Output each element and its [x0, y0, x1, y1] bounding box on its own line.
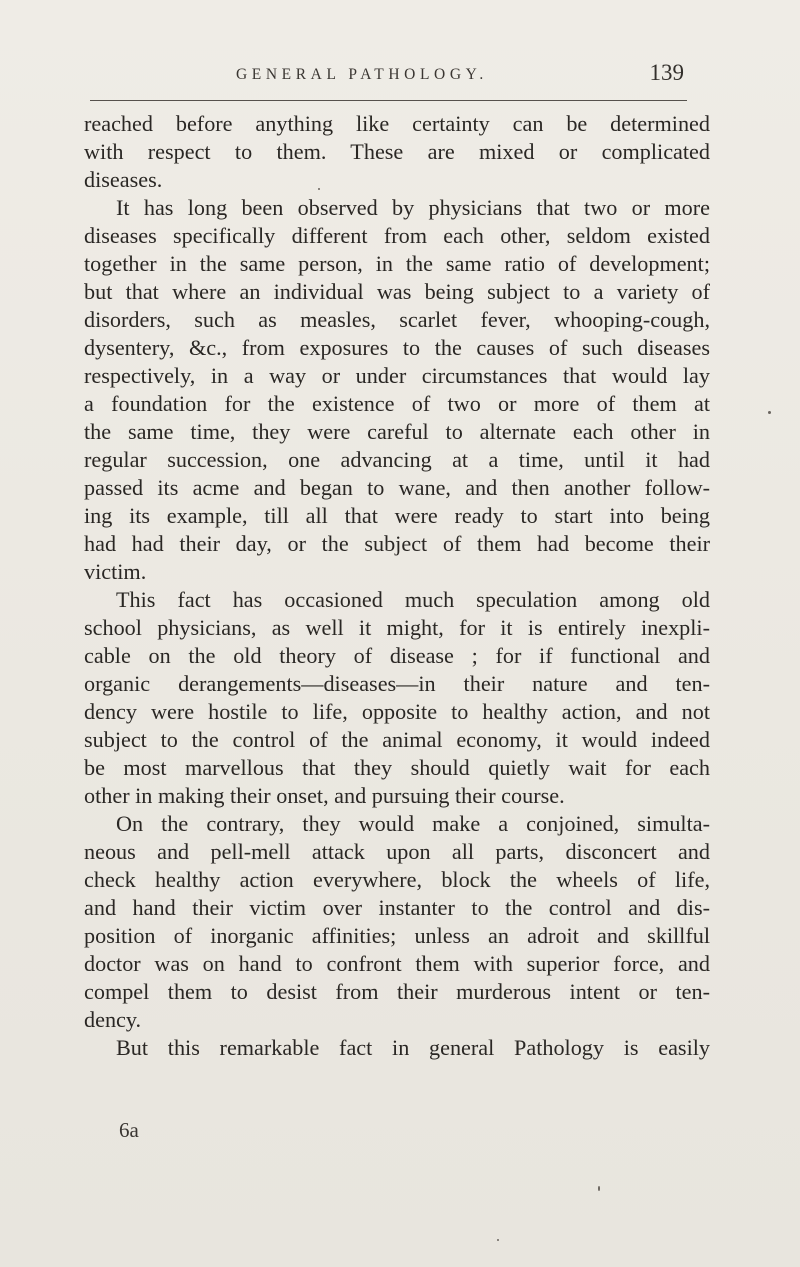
text-line: school physicians, as well it might, for it is entirely inexpli-: [84, 615, 710, 640]
text-line: regular succession, one advancing at a time, until it had: [84, 447, 710, 472]
text-line: reached before anything like certainty can be determined: [84, 111, 710, 136]
text-line: neous and pell-mell attack upon all parts, disconcert and: [84, 839, 710, 864]
text-line: compel them to desist from their murderous intent or ten-: [84, 979, 710, 1004]
text-line: passed its acme and began to wane, and then another follow-: [84, 475, 710, 500]
text-line: had had their day, or the subject of them had become their: [84, 531, 710, 556]
paper-speck: [598, 1186, 600, 1191]
text-line: and hand their victim over instanter to the control and dis-: [84, 895, 710, 920]
text-line: be most marvellous that they should quietly wait for each: [84, 755, 710, 780]
text-line: It has long been observed by physicians that two or more: [116, 195, 710, 220]
paper-speck: [497, 1239, 499, 1241]
paper-speck: [318, 188, 320, 190]
text-line: doctor was on hand to confront them with superior force, and: [84, 951, 710, 976]
text-line: diseases specifically different from each other, seldom existed: [84, 223, 710, 248]
text-line: On the contrary, they would make a conjoined, simulta-: [116, 811, 710, 836]
text-line: subject to the control of the animal economy, it would indeed: [84, 727, 710, 752]
text-line: other in making their onset, and pursuing their course.: [84, 783, 565, 808]
text-line: position of inorganic affinities; unless an adroit and skillful: [84, 923, 710, 948]
page-number: 139: [649, 60, 684, 85]
text-line: a foundation for the existence of two or more of them at: [84, 391, 710, 416]
text-line: dency.: [84, 1007, 142, 1032]
paper-speck: [768, 411, 771, 414]
body-text: [84, 110, 710, 1062]
text-line: ing its example, till all that were ready to start into being: [84, 503, 710, 528]
page-header: [236, 60, 686, 90]
text-line: dency were hostile to life, opposite to healthy action, and not: [84, 699, 710, 724]
signature-mark: 6a: [119, 1118, 139, 1142]
header-rule: [90, 100, 687, 101]
text-line: together in the same person, in the same ratio of development;: [84, 251, 710, 276]
text-line: victim.: [84, 559, 147, 584]
text-line: with respect to them. These are mixed or complicated: [84, 139, 710, 164]
text-line: the same time, they were careful to alternate each other in: [84, 419, 710, 444]
text-line: This fact has occasioned much speculation among old: [116, 587, 710, 612]
text-line: cable on the old theory of disease ; for if functional and: [84, 643, 710, 668]
text-line: respectively, in a way or under circumstances that would lay: [84, 363, 710, 388]
text-line: but that where an individual was being subject to a variety of: [84, 279, 710, 304]
text-line: check healthy action everywhere, block the wheels of life,: [84, 867, 710, 892]
running-head: GENERAL PATHOLOGY.: [236, 66, 488, 83]
text-line: dysentery, &c., from exposures to the causes of such diseases: [84, 335, 710, 360]
text-line: diseases.: [84, 167, 163, 192]
text-line: organic derangements—diseases—in their nature and ten-: [84, 671, 710, 696]
text-line: disorders, such as measles, scarlet fever, whooping-cough,: [84, 307, 710, 332]
text-line: But this remarkable fact in general Pathology is easily: [116, 1035, 710, 1060]
